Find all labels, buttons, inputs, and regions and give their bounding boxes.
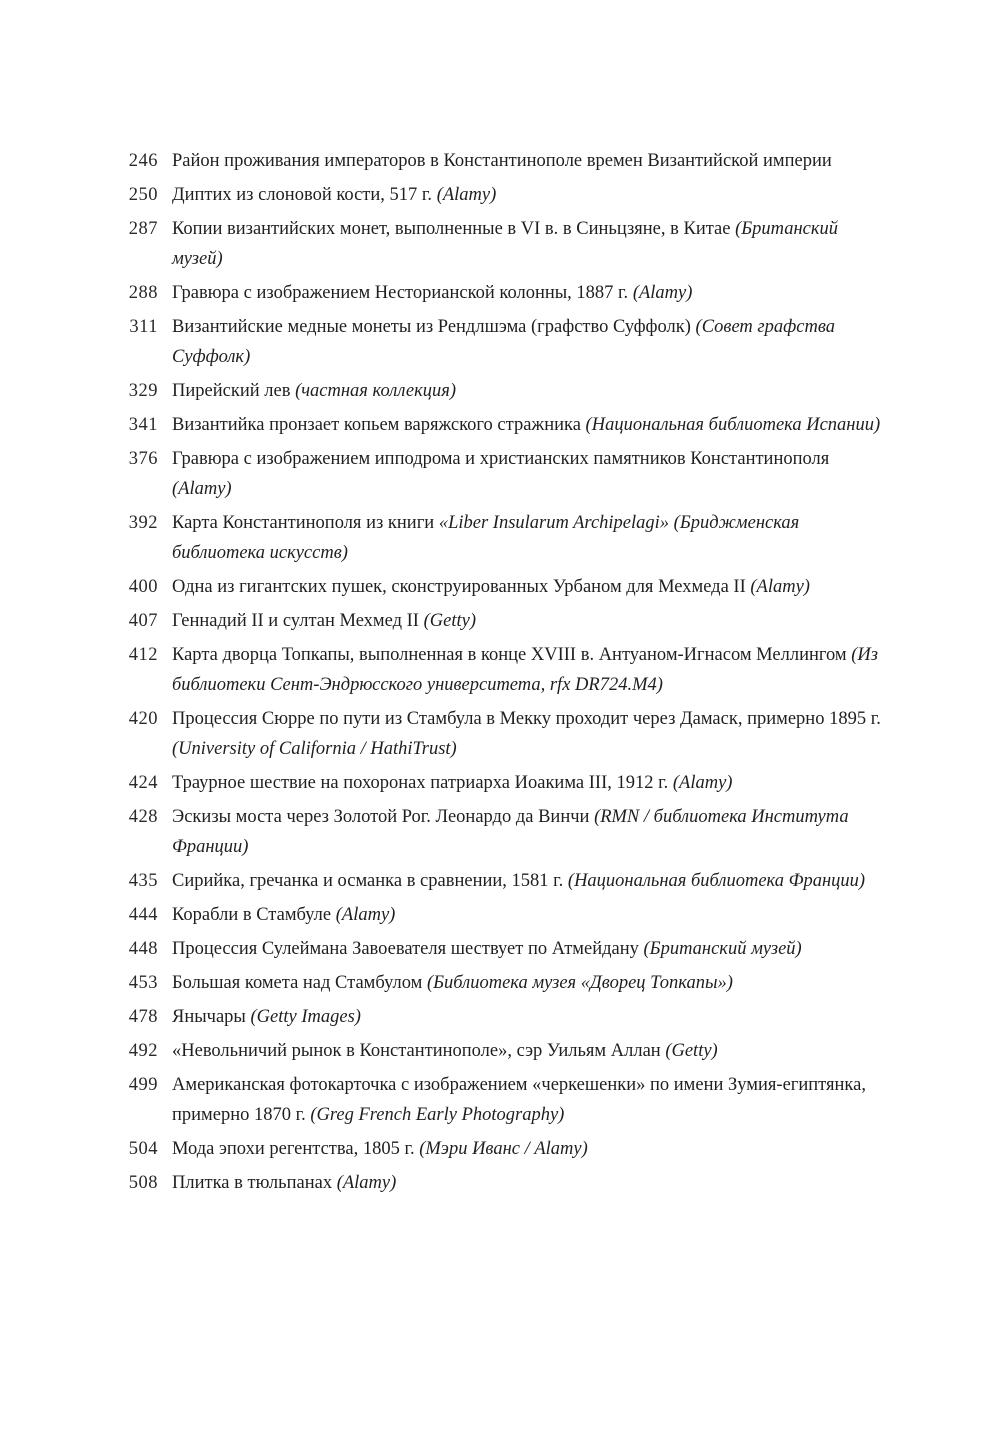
- caption-text: Гравюра с изображением Несторианской колонны, 1887 г.: [172, 283, 629, 303]
- caption: [172, 1036, 884, 1066]
- source-credit: (Национальная библиотека Испании): [585, 415, 881, 435]
- source-credit: (Британский музей): [172, 219, 839, 269]
- source-credit: (Совет графства Суффолк): [172, 317, 835, 367]
- caption-text: Траурное шествие на похоронах патриарха Иоакима III, 1912 г.: [172, 773, 669, 793]
- page-number: 424: [128, 773, 158, 793]
- list-item: [0, 606, 987, 636]
- caption: [172, 802, 884, 862]
- page-number: 508: [128, 1173, 158, 1193]
- source-credit: (Национальная библиотека Франции): [567, 871, 866, 891]
- caption: [172, 376, 884, 406]
- page-number: 311: [129, 317, 158, 337]
- list-item: [0, 444, 987, 504]
- caption-text: Диптих из слоновой кости, 517 г.: [172, 185, 433, 205]
- page-number: 329: [128, 381, 158, 401]
- list-item: [0, 180, 987, 210]
- caption-text: Эскизы моста через Золотой Рог. Леонардо да Винчи: [172, 807, 590, 827]
- list-item: [0, 1168, 987, 1198]
- list-item: [0, 214, 987, 274]
- caption-text: Процессия Сулеймана Завоевателя шествует по Атмейдану: [172, 939, 639, 959]
- caption-text: Большая комета над Стамбулом: [172, 973, 423, 993]
- source-credit: (RMN / библиотека Института Франции): [172, 807, 849, 857]
- caption: [172, 312, 884, 372]
- caption: [172, 146, 884, 176]
- caption-text: Район проживания императоров в Константинополе времен Византийской империи: [172, 151, 832, 171]
- caption: [172, 508, 884, 568]
- page-number: 504: [128, 1139, 158, 1159]
- source-credit: (Alamy): [336, 1173, 397, 1193]
- list-item: [0, 410, 987, 440]
- caption: [172, 278, 884, 308]
- source-credit: (Alamy): [172, 479, 232, 499]
- list-item: [0, 146, 987, 176]
- caption-text: Гравюра с изображением ипподрома и христианских памятников Константинополя: [172, 449, 830, 469]
- caption-text: Карта Константинополя из книги: [172, 513, 435, 533]
- source-credit: (Британский музей): [643, 939, 802, 959]
- caption-text: Геннадий II и султан Мехмед II: [172, 611, 419, 631]
- source-credit: (Alamy): [672, 773, 733, 793]
- caption: [172, 410, 884, 440]
- caption: [172, 934, 884, 964]
- page-number: 288: [128, 283, 158, 303]
- page-number: 412: [128, 645, 158, 665]
- source-credit: (Alamy): [436, 185, 497, 205]
- caption-text: «Невольничий рынок в Константинополе», сэр Уильям Аллан: [172, 1041, 661, 1061]
- list-item: [0, 866, 987, 896]
- caption-text: Пирейский лев: [172, 381, 291, 401]
- caption: [172, 768, 884, 798]
- page-number: 448: [128, 939, 158, 959]
- list-item: [0, 704, 987, 764]
- caption-text: Янычары: [172, 1007, 246, 1027]
- page-number: 492: [128, 1041, 158, 1061]
- caption: [172, 1134, 884, 1164]
- list-item: [0, 508, 987, 568]
- page-number: 444: [128, 905, 158, 925]
- caption-text: Плитка в тюльпанах: [172, 1173, 333, 1193]
- source-credit: (Getty): [665, 1041, 718, 1061]
- caption: [172, 606, 884, 636]
- source-credit: «Liber Insularum Archipelagi» (Бриджменская библиотека искусств): [172, 513, 800, 563]
- caption: [172, 866, 884, 896]
- caption: [172, 572, 884, 602]
- caption: [172, 1070, 884, 1130]
- list-item: [0, 1070, 987, 1130]
- page-number: 428: [128, 807, 158, 827]
- list-item: [0, 376, 987, 406]
- source-credit: (Greg French Early Photography): [310, 1105, 565, 1125]
- list-item: [0, 802, 987, 862]
- caption-text: Карта дворца Топкапы, выполненная в конце XVIII в. Антуаном-Игнасом Меллингом: [172, 645, 847, 665]
- source-credit: (Getty): [423, 611, 476, 631]
- caption-text: Византийка пронзает копьем варяжского стражника: [172, 415, 581, 435]
- list-item: [0, 934, 987, 964]
- source-credit: (University of California / HathiTrust): [172, 739, 457, 759]
- caption: [172, 640, 884, 700]
- list-item: [0, 278, 987, 308]
- caption-text: Одна из гигантских пушек, сконструированных Урбаном для Мехмеда II: [172, 577, 746, 597]
- caption-text: Мода эпохи регентства, 1805 г.: [172, 1139, 415, 1159]
- caption: [172, 214, 884, 274]
- caption-text: Византийские медные монеты из Рендлшэма (графство Суффолк): [172, 317, 691, 337]
- page-number: 376: [128, 449, 158, 469]
- page-number: 499: [128, 1075, 158, 1095]
- source-credit: (частная коллекция): [295, 381, 456, 401]
- source-credit: (Getty Images): [250, 1007, 361, 1027]
- source-credit: (Alamy): [632, 283, 693, 303]
- caption: [172, 900, 884, 930]
- source-credit: (Из библиотеки Сент-Эндрюсского университета, rfx DR724.M4): [172, 645, 878, 695]
- list-item: [0, 968, 987, 998]
- page-number: 435: [128, 871, 158, 891]
- source-credit: (Библиотека музея «Дворец Топкапы»): [426, 973, 733, 993]
- source-credit: (Мэри Иванс / Alamy): [419, 1139, 588, 1159]
- list-item: [0, 1036, 987, 1066]
- list-item: [0, 1002, 987, 1032]
- caption-text: Корабли в Стамбуле: [172, 905, 332, 925]
- page-number: 453: [128, 973, 158, 993]
- list-item: [0, 312, 987, 372]
- page-number: 400: [128, 577, 158, 597]
- list-item: [0, 572, 987, 602]
- list-item: [0, 640, 987, 700]
- page-number: 246: [128, 151, 158, 171]
- page-number: 392: [128, 513, 158, 533]
- page-number: 341: [128, 415, 158, 435]
- page-number: 478: [128, 1007, 158, 1027]
- caption-text: Копии византийских монет, выполненные в VI в. в Синьцзяне, в Китае: [172, 219, 731, 239]
- caption-text: Процессия Сюрре по пути из Стамбула в Мекку проходит через Дамаск, примерно 1895 г.: [172, 709, 881, 729]
- page-number: 250: [128, 185, 158, 205]
- source-credit: (Alamy): [335, 905, 396, 925]
- caption: [172, 968, 884, 998]
- list-item: [0, 900, 987, 930]
- page-number: 287: [128, 219, 158, 239]
- list-item: [0, 1134, 987, 1164]
- caption: [172, 1168, 884, 1198]
- caption-text: Американская фотокарточка с изображением «черкешенки» по имени Зумия-египтянка, примерно 1870 г.: [172, 1075, 866, 1125]
- caption: [172, 444, 884, 504]
- caption: [172, 180, 884, 210]
- list-item: [0, 768, 987, 798]
- page-number: 420: [128, 709, 158, 729]
- caption: [172, 704, 884, 764]
- illustration-list: [0, 146, 987, 1202]
- caption-text: Сирийка, гречанка и османка в сравнении, 1581 г.: [172, 871, 564, 891]
- caption: [172, 1002, 884, 1032]
- page-number: 407: [128, 611, 158, 631]
- source-credit: (Alamy): [750, 577, 810, 597]
